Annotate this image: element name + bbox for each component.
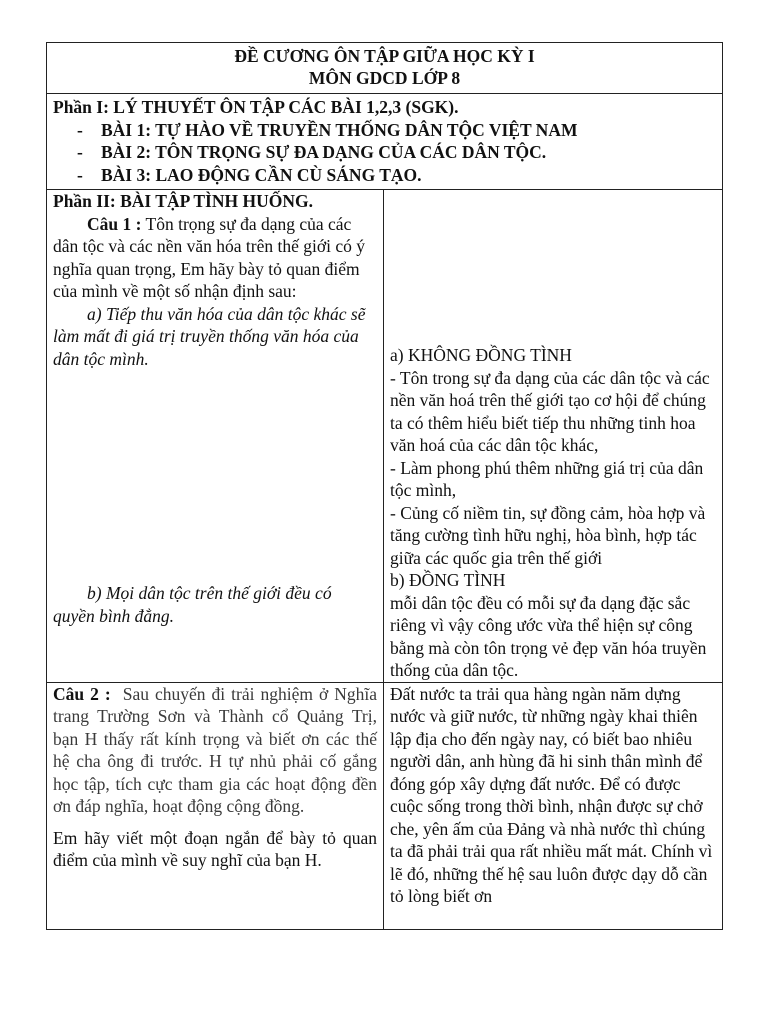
question1-body: Tôn trọng sự đa dạng của các dân tộc và các nền văn hóa trên thế giới có ý nghĩa quan trọng, Em hãy bày tỏ quan điểm của mình về một số nhận định sau: bbox=[53, 213, 365, 301]
lesson-item: - BÀI 3: LAO ĐỘNG CẦN CÙ SÁNG TẠO. bbox=[77, 164, 422, 185]
part2-heading: Phần II: BÀI TẬP TÌNH HUỐNG. bbox=[53, 191, 313, 211]
document-title: ĐỀ CƯƠNG ÔN TẬP GIỮA HỌC KỲ I bbox=[234, 46, 535, 66]
spacer bbox=[390, 190, 716, 344]
document-page bbox=[46, 42, 722, 930]
question1-text bbox=[53, 213, 377, 303]
spacer bbox=[53, 370, 377, 582]
subject-title: MÔN GDCD LỚP 8 bbox=[308, 68, 461, 88]
lesson-item: - BÀI 2: TÔN TRỌNG SỰ ĐA DẠNG CỦA CÁC DÂN TỘC. bbox=[77, 142, 547, 162]
question2-text bbox=[53, 683, 377, 818]
statement-b: b) Mọi dân tộc trên thế giới đều có quyền bình đẳng. bbox=[53, 583, 332, 626]
question2-left-cell bbox=[47, 682, 384, 929]
part1-row bbox=[47, 94, 723, 190]
question2-row bbox=[47, 682, 723, 929]
lesson-label: BÀI 1: TỰ HÀO VỀ TRUYỀN THỐNG DÂN TỘC VIỆT NAM bbox=[101, 119, 578, 140]
question2-answer-cell bbox=[384, 682, 723, 929]
title-row bbox=[47, 43, 723, 94]
answer-a-line: - Tôn trong sự đa dạng của các dân tộc và các nền văn hoá trên thế giới tạo cơ hội để chúng ta có thêm hiểu biết tiếp thu những tinh hoa văn hoá của các dân tộc khác, bbox=[390, 367, 710, 455]
part1-cell bbox=[47, 94, 723, 190]
question2-body: Sau chuyến đi trải nghiệm ở Nghĩa trang Trường Sơn và Thành cổ Quảng Trị, bạn H thấy rất kính trọng và biết ơn các thế hệ cha ông đi trước. H tự nhủ phải cố gắng học tập, tích cực tham gia các hoạt động đền ơn đáp nghĩa, hoạt động cộng đồng. bbox=[53, 683, 378, 816]
answer-a-line: - Làm phong phú thêm những giá trị của dân tộc mình, bbox=[390, 457, 704, 500]
part1-heading: Phần I: LÝ THUYẾT ÔN TẬP CÁC BÀI 1,2,3 (SGK). bbox=[53, 97, 459, 117]
outline-table bbox=[46, 42, 723, 930]
answer-a-heading: a) KHÔNG ĐỒNG TÌNH bbox=[390, 345, 572, 365]
question1-answer-cell bbox=[384, 190, 723, 683]
answer-b-text: mỗi dân tộc đều có mỗi sự đa dạng đặc sắc riêng vì vậy công ước vừa thể hiện sự công bằng mà còn tôn trọng vẻ đẹp văn hóa truyền thống của dân tộc. bbox=[390, 592, 707, 680]
lesson-label: BÀI 3: LAO ĐỘNG CẦN CÙ SÁNG TẠO. bbox=[101, 164, 422, 185]
answer-a-line: - Củng cố niềm tin, sự đồng cảm, hòa hợp và tăng cường tình hữu nghị, hòa bình, hợp tác giữa các quốc gia trên thế giới bbox=[390, 502, 706, 568]
title-cell bbox=[47, 43, 723, 94]
question1-label: Câu 1 : bbox=[87, 213, 142, 234]
question1-row bbox=[47, 190, 723, 683]
question2-label: Câu 2 : bbox=[53, 683, 111, 704]
question2-answer: Đất nước ta trải qua hàng ngàn năm dựng nước và giữ nước, từ những ngày khai thiên lập địa cho đến ngày nay, có biết bao nhiêu người dân, anh hùng đã hi sinh thân mình để đóng góp xây dựng đất nước. Để có được cuộc sống trong thời bình, nhận được sự chở che, yên ấm của Đảng và nhà nước thì chúng ta đã phải trải qua rất nhiều mất mát. Chính vì lẽ đó, những thế hệ sau luôn được dạy dỗ cần tỏ lòng biết ơn bbox=[390, 683, 713, 906]
lesson-label: BÀI 2: TÔN TRỌNG SỰ ĐA DẠNG CỦA CÁC DÂN TỘC. bbox=[101, 142, 547, 162]
question1-left-cell bbox=[47, 190, 384, 683]
answer-b-heading: b) ĐỒNG TÌNH bbox=[390, 570, 506, 590]
lesson-item: - BÀI 1: TỰ HÀO VỀ TRUYỀN THỐNG DÂN TỘC VIỆT NAM bbox=[77, 119, 578, 140]
question2-prompt: Em hãy viết một đoạn ngắn để bày tỏ quan điểm của mình về suy nghĩ của bạn H. bbox=[53, 827, 377, 870]
statement-a: a) Tiếp thu văn hóa của dân tộc khác sẽ làm mất đi giá trị truyền thống văn hóa của dân tộc mình. bbox=[53, 303, 366, 369]
